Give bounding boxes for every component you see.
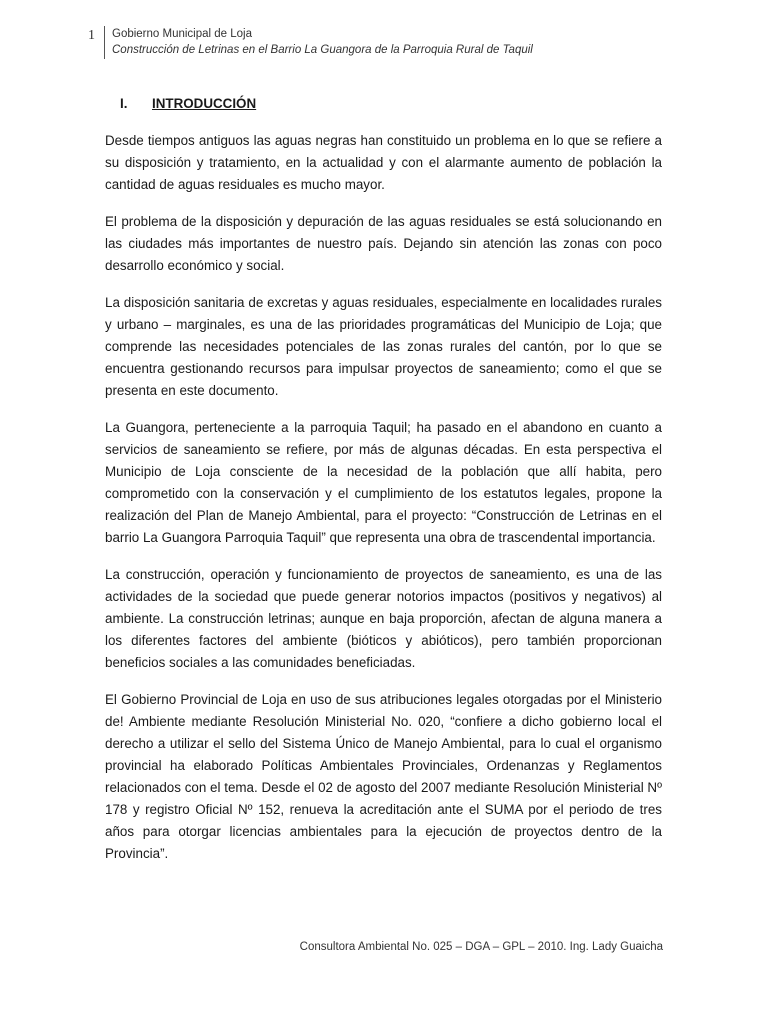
section-number: I. [120,96,128,111]
header-project-title: Construcción de Letrinas en el Barrio La Guangora de la Parroquia Rural de Taquil [112,44,533,56]
paragraph-4: La Guangora, perteneciente a la parroquia Taquil; ha pasado en el abandono en cuanto a servicios de saneamiento se refiere, por más de algunas décadas. En esta perspectiva el Municipio de Loja consciente de la necesidad de la población que allí habita, pero comprometido con la conservación y el cumplimiento de los estatutos legales, propone la realización del Plan de Manejo Ambiental, para el proyecto: “Construcción de Letrinas en el barrio La Guangora Parroquia Taquil” que representa una obra de trascendental importancia. [105,420,662,545]
page-header [88,26,533,59]
page-number: 1 [88,28,95,43]
paragraph-2: El problema de la disposición y depuración de las aguas residuales se está solucionando en las ciudades más importantes de nuestro país. Dejando sin atención las zonas con poco desarrollo económico y social. [105,214,662,273]
header-org: Gobierno Municipal de Loja [112,28,253,40]
paragraph-3: La disposición sanitaria de excretas y aguas residuales, especialmente en localidades rurales y urbano – marginales, es una de las prioridades programáticas del Municipio de Loja; que comprende las necesidades potenciales de las zonas rurales del cantón, por lo que se encuentra gestionando recursos para impulsar proyectos de saneamiento; como el que se presenta en este documento. [105,295,662,398]
section-title: INTRODUCCIÓN [152,96,257,111]
page-footer: Consultora Ambiental No. 025 – DGA – GPL – 2010. Ing. Lady Guaicha [299,941,663,953]
paragraph-5: La construcción, operación y funcionamiento de proyectos de saneamiento, es una de las actividades de la sociedad que puede generar notorios impactos (positivos y negativos) al ambiente. La construcción letrinas; aunque en baja proporción, afectan de alguna manera a los diferentes factores del ambiente (bióticos y abióticos), pero también proporcionan beneficios sociales a las comunidades beneficiadas. [105,567,662,670]
paragraph-6: El Gobierno Provincial de Loja en uso de sus atribuciones legales otorgadas por el Ministerio de! Ambiente mediante Resolución Ministerial No. 020, “confiere a dicho gobierno local el derecho a utilizar el sello del Sistema Único de Manejo Ambiental, para lo cual el organismo provincial ha elaborado Políticas Ambientales Provinciales, Ordenanzas y Reglamentos relacionados con el tema. Desde el 02 de agosto del 2007 mediante Resolución Ministerial Nº 178 y registro Oficial Nº 152, renueva la acreditación ante el SUMA por el periodo de tres años para otorgar licencias ambientales para la ejecución de proyectos dentro de la Provincia”. [105,692,662,861]
document-body [105,93,662,880]
section-heading [120,93,662,115]
header-text [112,26,533,58]
paragraph-1: Desde tiempos antiguos las aguas negras han constituido un problema en lo que se refiere a su disposición y tratamiento, en la actualidad y con el alarmante aumento de población la cantidad de aguas residuales es mucho mayor. [105,133,662,192]
header-divider [104,26,105,59]
